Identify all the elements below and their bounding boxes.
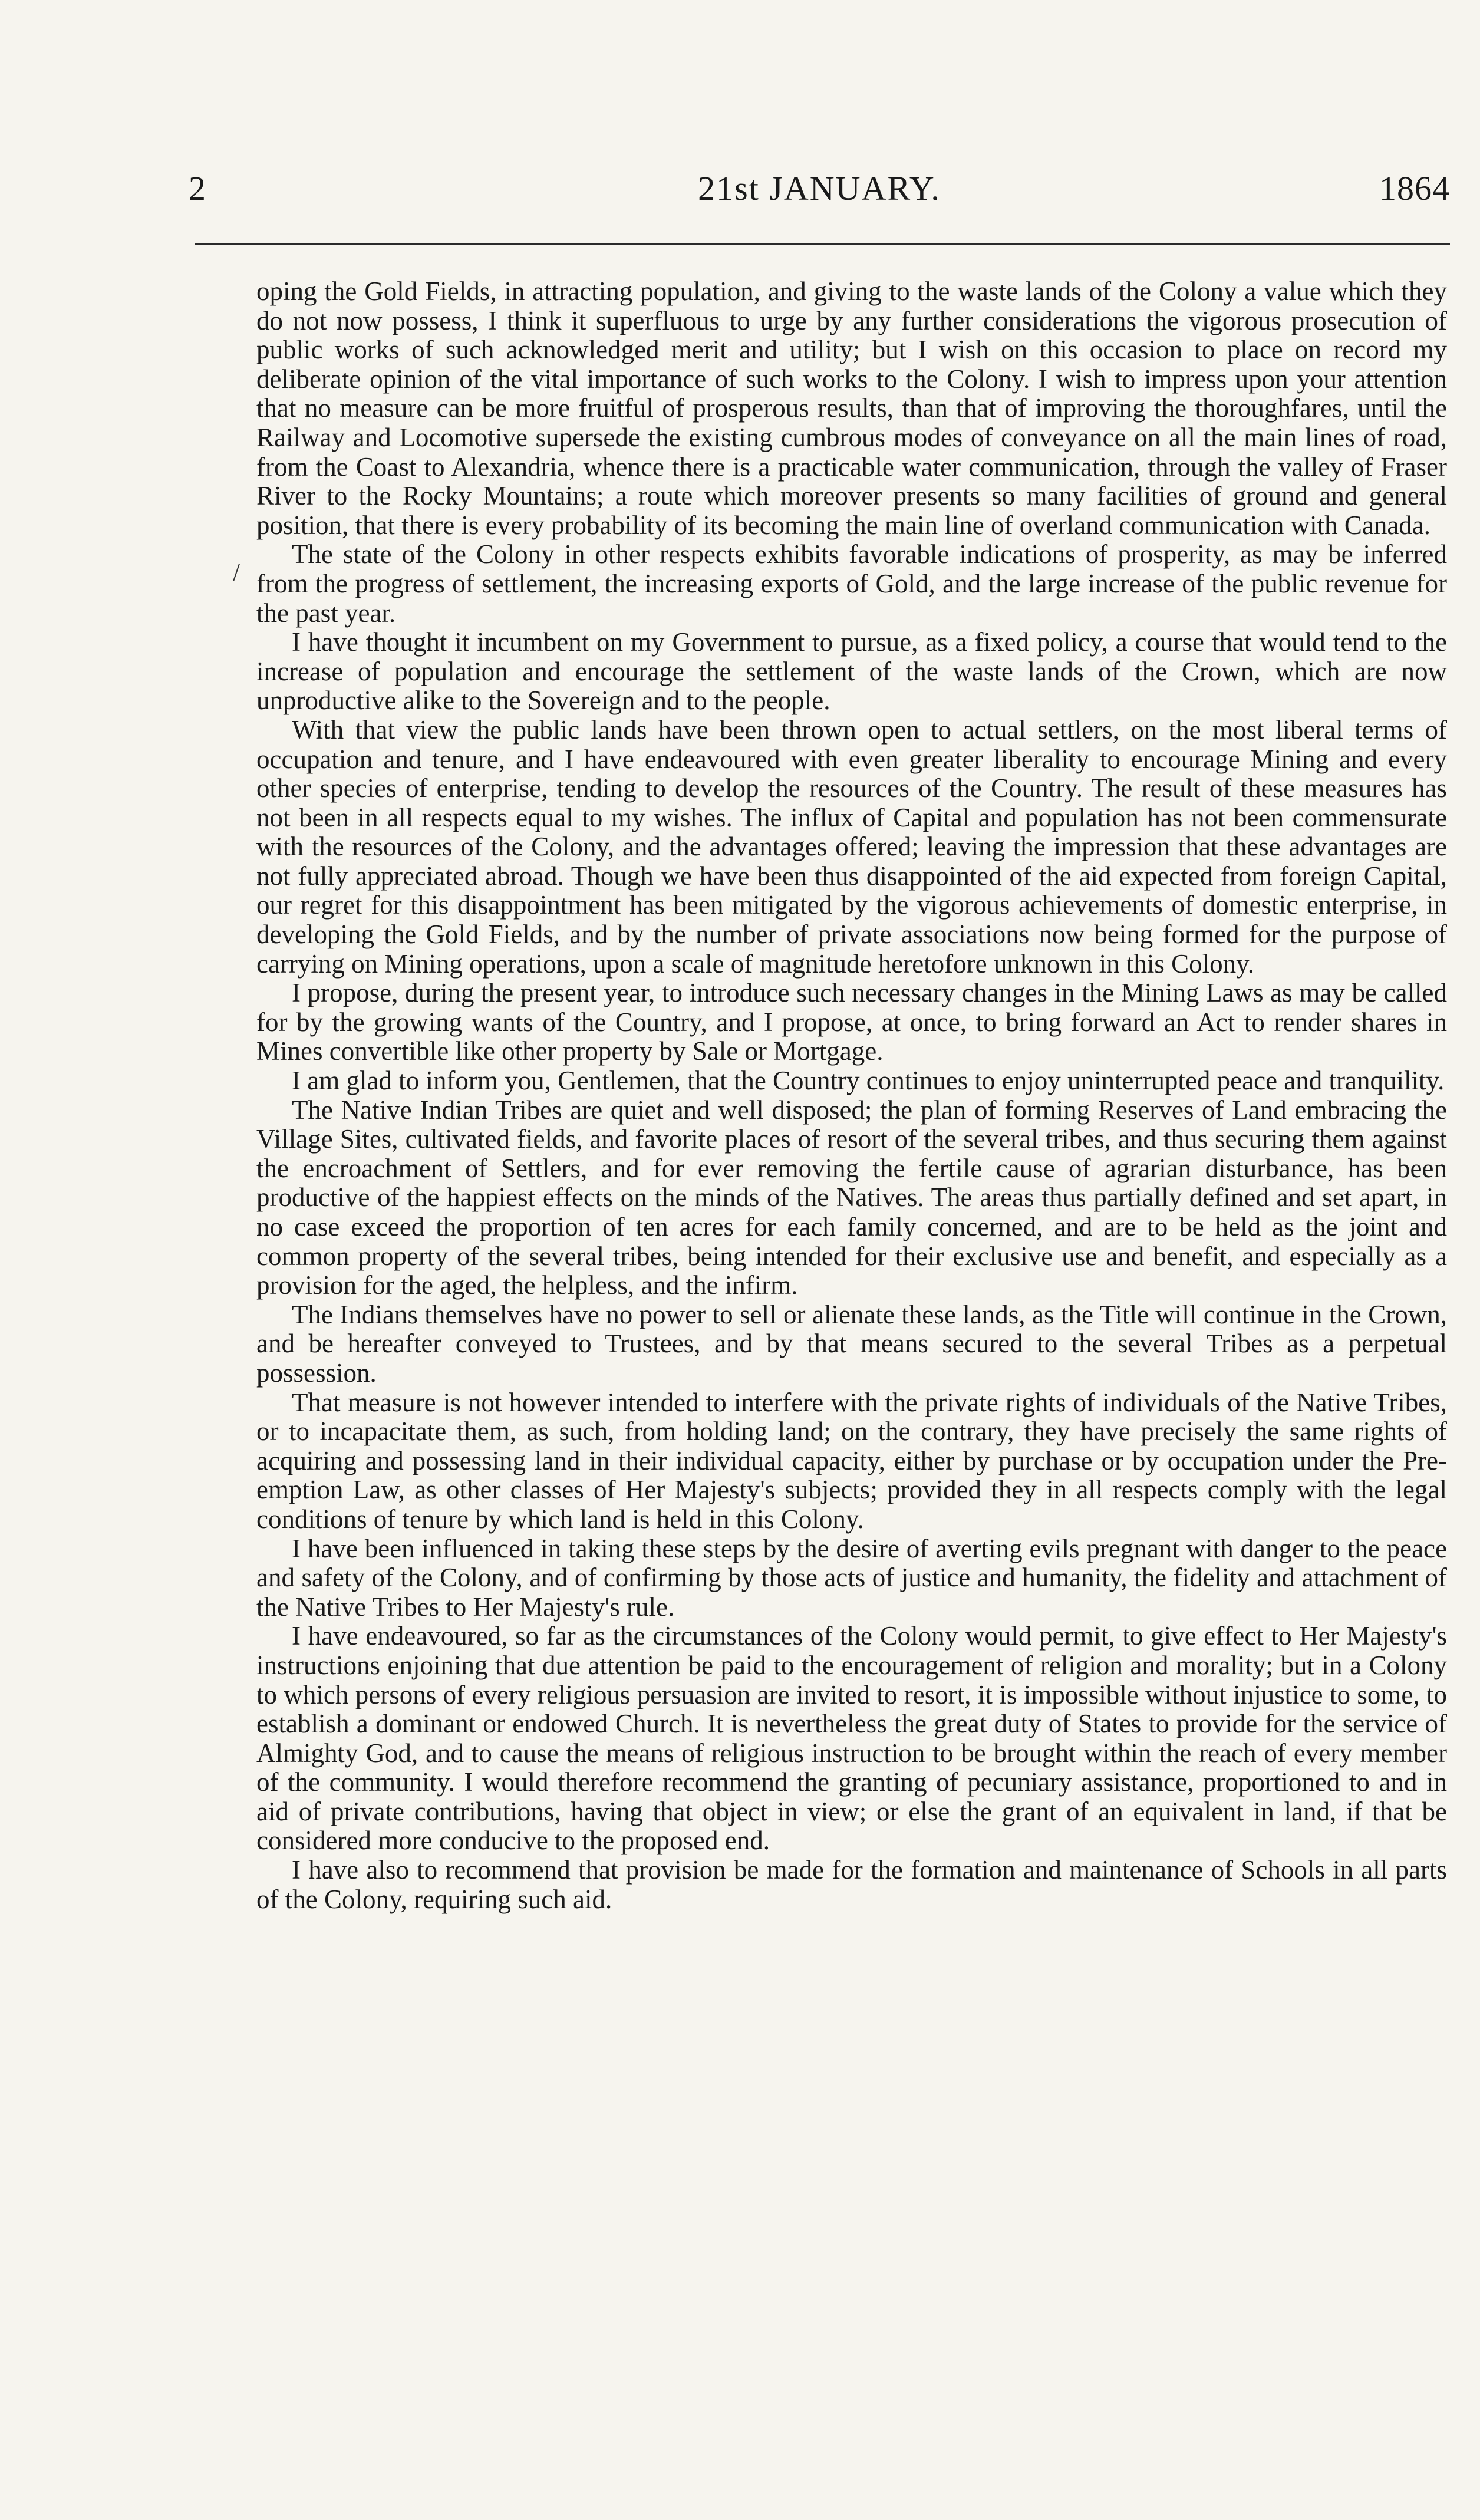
paragraph-public-lands: With that view the public lands have been thrown open to actual settlers, on the most liberal terms of occupation and tenure, and I have endeavoured with even greater liberality to encourage Mining and every other species of enterprise, tending to develop the resources of the Country. The result of these measures has not been in all respects equal to my wishes. The influx of Capital and population has not been commensurate with the resources of the Colony, and the advantages offered; leaving the impression that these advantages are not fully appreciated abroad. Though we have been thus disappointed of the aid expected from foreign Capital, our regret for this disappointment has been mitigated by the vigorous achievements of domestic enterprise, in developing the Gold Fields, and by the number of private associations now being formed for the purpose of carrying on Mining operations, upon a scale of magnitude heretofore unknown in this Colony. (256, 714, 1447, 979)
header-year: 1864 (1379, 169, 1450, 207)
paragraph-tranquility: I am glad to inform you, Gentlemen, that the Country continues to enjoy uninterrupted peace and tranquility. (292, 1066, 1445, 1096)
paragraph-policy: I have thought it incumbent on my Government to pursue, as a fixed policy, a course that would tend to the increase of population and encourage the settlement of the waste lands of the Crown, which are now unproductive alike to the Sovereign and to the people. (256, 627, 1447, 716)
paragraph-land-title: The Indians themselves have no power to sell or alienate these lands, as the Title will continue in the Crown, and be hereafter conveyed to Trustees, and by that means secured to the several Tribes as a perpetual possession. (256, 1299, 1447, 1388)
paragraph-averting-evils: I have been influenced in taking these steps by the desire of averting evils pregnant with danger to the peace and safety of the Colony, and of confirming by those acts of justice and humanity, the fidelity and attachment of the Native Tribes to Her Majesty's rule. (256, 1533, 1447, 1622)
paragraph-prosperity: The state of the Colony in other respects exhibits favorable indications of prosperity, as may be inferred from the progress of settlement, the increasing exports of Gold, and the large increase of the public revenue for the past year. (256, 539, 1447, 628)
paragraph-mining-laws: I propose, during the present year, to introduce such necessary changes in the Mining Laws as may be called for by the growing wants of the Country, and I propose, at once, to bring forward an Act to render shares in Mines convertible like other property by Sale or Mortgage. (256, 978, 1447, 1066)
page-header (189, 165, 1450, 212)
body-text (256, 277, 1447, 1914)
header-date: 21st JANUARY. (698, 169, 941, 207)
margin-mark: / (233, 558, 240, 587)
page-number: 2 (189, 169, 206, 207)
paragraph-schools: I have also to recommend that provision be made for the formation and maintenance of Schools in all parts of the Colony, requiring such aid. (256, 1855, 1447, 1914)
paragraph-public-works: oping the Gold Fields, in attracting population, and giving to the waste lands of the Colony a value which they do not now possess, I think it superfluous to urge by any further considerations the vigorous prosecution of public works of such acknowledged merit and utility; but I wish on this occasion to place on record my deliberate opinion of the vital importance of such works to the Colony. I wish to impress upon your attention that no measure can be more fruitful of prosperous results, than that of improving the thoroughfares, until the Railway and Locomotive supersede the existing cumbrous modes of conveyance on all the main lines of road, from the Coast to Alexandria, whence there is a practicable water communication, through the valley of Fraser River to the Rocky Mountains; a route which moreover presents so many facilities of ground and general position, that there is every probability of its becoming the main line of overland communication with Canada. (256, 276, 1447, 540)
paragraph-religion: I have endeavoured, so far as the circumstances of the Colony would permit, to give effect to Her Majesty's instructions enjoining that due attention be paid to the encouragement of religion and morality; but in a Colony to which persons of every religious persuasion are invited to resort, it is impossible without injustice to some, to establish a dominant or endowed Church. It is nevertheless the great duty of States to provide for the service of Almighty God, and to cause the means of religious instruction to be brought within the reach of every member of the community. I would therefore recommend the granting of pecuniary assistance, proportioned to and in aid of private contributions, having that object in view; or else the grant of an equivalent in land, if that be considered more conducive to the proposed end. (256, 1621, 1447, 1856)
paragraph-private-rights: That measure is not however intended to interfere with the private rights of individuals of the Native Tribes, or to incapacitate them, as such, from holding land; on the contrary, they have precisely the same rights of acquiring and possessing land in their individual capacity, either by purchase or by occupation under the Pre-emption Law, as other classes of Her Majesty's subjects; provided they in all respects comply with the legal conditions of tenure by which land is held in this Colony. (256, 1387, 1447, 1534)
paragraph-native-tribes: The Native Indian Tribes are quiet and well disposed; the plan of forming Reserves of Land embracing the Village Sites, cultivated fields, and favorite places of resort of the several tribes, and thus securing them against the encroachment of Settlers, and for ever removing the fertile cause of agrarian disturbance, has been productive of the happiest effects on the minds of the Natives. The areas thus partially defined and set apart, in no case exceed the proportion of ten acres for each family concerned, and are to be held as the joint and common property of the several tribes, being intended for their exclusive use and benefit, and especially as a provision for the aged, the helpless, and the infirm. (256, 1095, 1447, 1300)
header-rule (195, 243, 1450, 245)
